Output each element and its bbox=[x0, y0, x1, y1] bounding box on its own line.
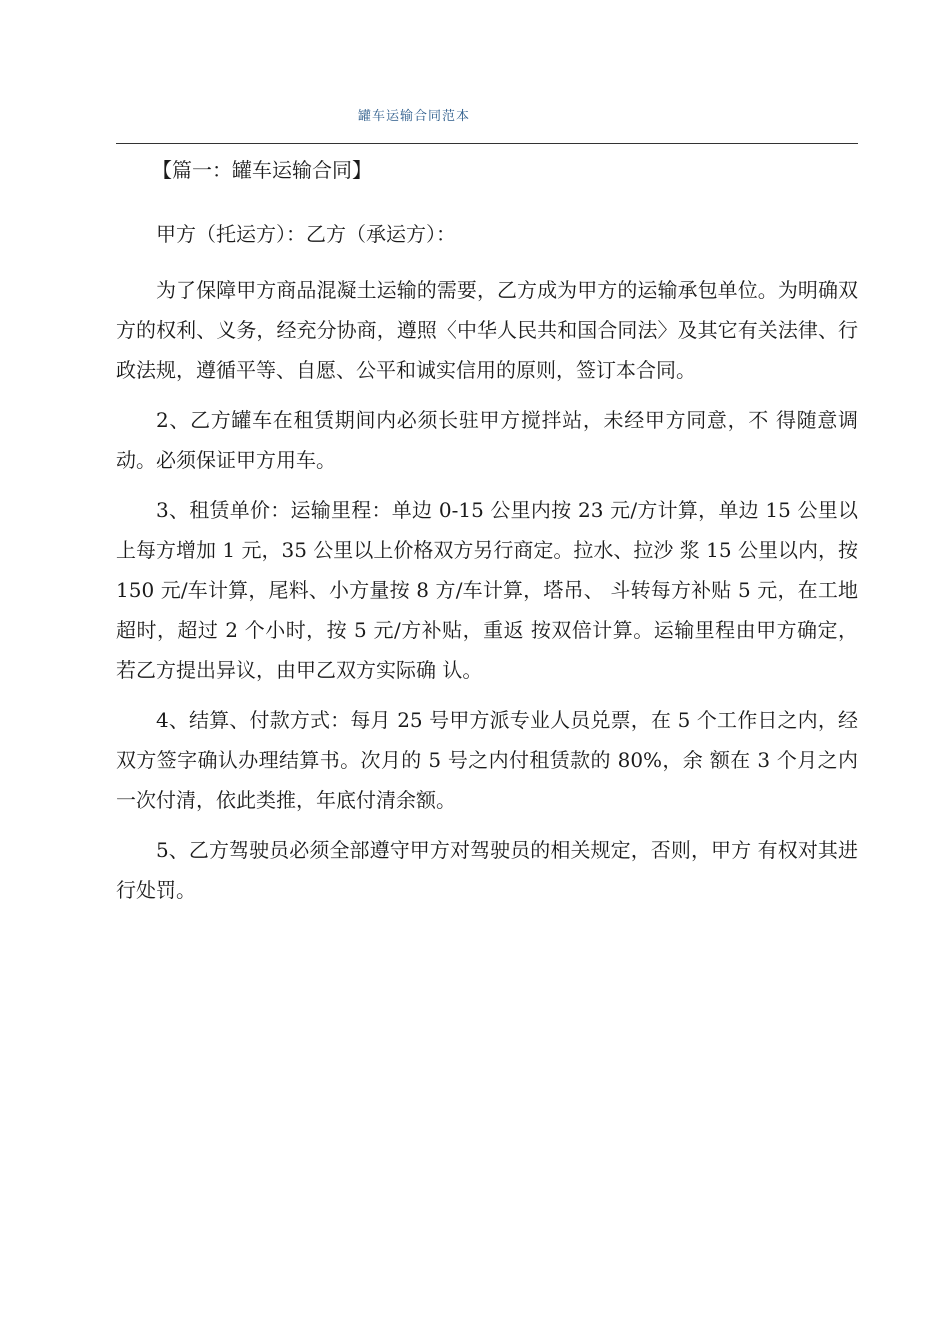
document-body bbox=[116, 150, 858, 920]
section-title: 【篇一：罐车运输合同】 bbox=[152, 158, 372, 182]
paragraph-preamble: 为了保障甲方商品混凝土运输的需要，乙方成为甲方的运输承包单位。为明确双方的权利、义务，经充分协商，遵照〈中华人民共和国合同法〉及其它有关法律、行政法规，遵循平等、自愿、公平和诚实信用的原则，签订本合同。 bbox=[116, 278, 858, 382]
header-divider bbox=[116, 143, 858, 144]
paragraph-clause-2: 2、乙方罐车在租赁期间内必须长驻甲方搅拌站，未经甲方同意，不 得随意调动。必须保证甲方用车。 bbox=[116, 408, 858, 472]
paragraph-clause-5: 5、乙方驾驶员必须全部遵守甲方对驾驶员的相关规定，否则，甲方 有权对其进行处罚。 bbox=[116, 838, 858, 902]
paragraph-clause-3: 3、租赁单价：运输里程：单边 0-15 公里内按 23 元/方计算，单边 15 公里以上每方增加 1 元，35 公里以上价格双方另行商定。拉水、拉沙 浆 15 公里以内，按 150 元/车计算，尾料、小方量按 8 方/车计算，塔吊、 斗转每方补贴 5 元，在工地超时，超过 2 个小时，按 5 元/方补贴，重返 按双倍计算。运输里程由甲方确定，若乙方提出异议，由甲乙双方实际确 认。 bbox=[116, 498, 858, 682]
contract-parties: 甲方（托运方）：乙方（承运方）： bbox=[156, 222, 456, 246]
paragraph-clause-4: 4、结算、付款方式：每月 25 号甲方派专业人员兑票，在 5 个工作日之内，经双方签字确认办理结算书。次月的 5 号之内付租赁款的 80%，余 额在 3 个月之内一次付清，依此类推，年底付清余额。 bbox=[116, 708, 858, 812]
running-header-title: 罐车运输合同范本 bbox=[358, 109, 471, 124]
